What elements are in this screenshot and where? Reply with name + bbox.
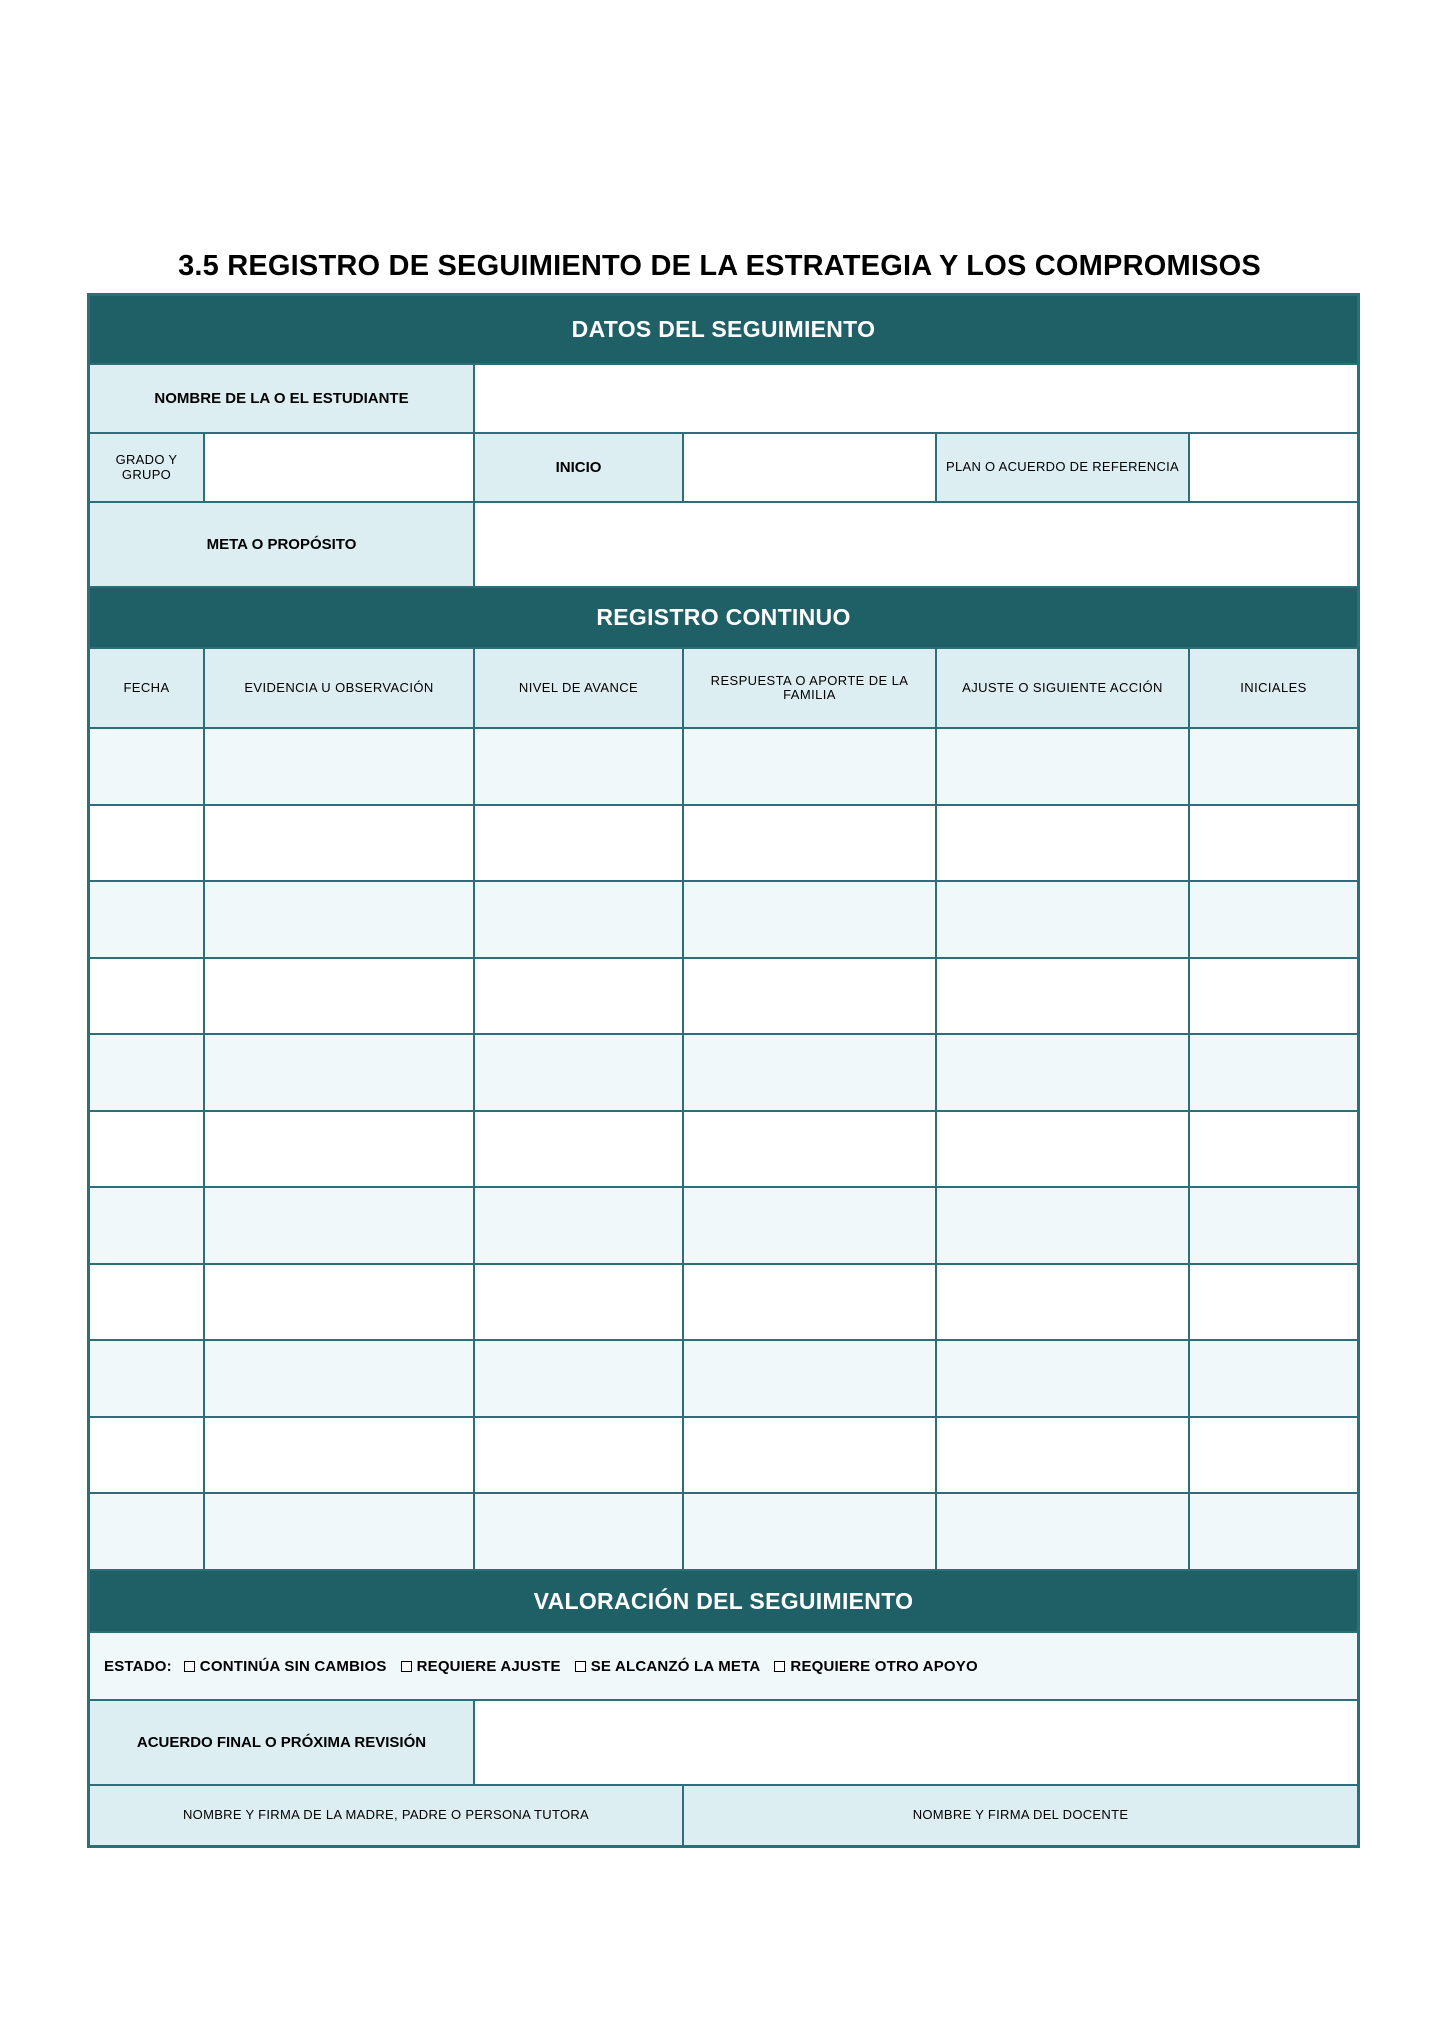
log-cell-ajuste[interactable] <box>937 806 1190 882</box>
log-cell-evidencia[interactable] <box>205 1035 475 1112</box>
log-cell-respuesta-familia[interactable] <box>684 1035 937 1112</box>
log-cell-fecha[interactable] <box>90 1035 205 1112</box>
log-cell-nivel-avance[interactable] <box>475 1112 684 1188</box>
status-option-ajuste[interactable]: REQUIERE AJUSTE <box>401 1658 561 1675</box>
log-cell-nivel-avance[interactable] <box>475 959 684 1035</box>
log-cell-iniciales[interactable] <box>1190 1494 1357 1571</box>
log-cell-ajuste[interactable] <box>937 729 1190 806</box>
log-cell-ajuste[interactable] <box>937 1035 1190 1112</box>
checkbox-icon[interactable] <box>774 1661 785 1672</box>
log-cell-fecha[interactable] <box>90 1494 205 1571</box>
section-heading-valoracion: VALORACIÓN DEL SEGUIMIENTO <box>90 1571 1357 1633</box>
log-cell-ajuste[interactable] <box>937 1188 1190 1265</box>
section-heading-registro: REGISTRO CONTINUO <box>90 588 1357 649</box>
log-cell-ajuste[interactable] <box>937 1265 1190 1341</box>
log-cell-fecha[interactable] <box>90 1112 205 1188</box>
page-title: 3.5 REGISTRO DE SEGUIMIENTO DE LA ESTRATEGIA Y LOS COMPROMISOS <box>178 250 1261 282</box>
log-cell-evidencia[interactable] <box>205 1494 475 1571</box>
log-cell-respuesta-familia[interactable] <box>684 729 937 806</box>
goal-field[interactable] <box>475 503 1357 588</box>
log-cell-ajuste[interactable] <box>937 1494 1190 1571</box>
column-header-evidencia: EVIDENCIA U OBSERVACIÓN <box>205 649 475 729</box>
log-cell-fecha[interactable] <box>90 1418 205 1494</box>
log-cell-evidencia[interactable] <box>205 729 475 806</box>
log-cell-evidencia[interactable] <box>205 1265 475 1341</box>
log-cell-iniciales[interactable] <box>1190 959 1357 1035</box>
log-cell-ajuste[interactable] <box>937 959 1190 1035</box>
start-field[interactable] <box>684 434 937 503</box>
column-header-iniciales: INICIALES <box>1190 649 1357 729</box>
log-cell-nivel-avance[interactable] <box>475 882 684 959</box>
log-cell-respuesta-familia[interactable] <box>684 882 937 959</box>
log-cell-evidencia[interactable] <box>205 959 475 1035</box>
log-cell-nivel-avance[interactable] <box>475 1265 684 1341</box>
column-header-respuesta-familia: RESPUESTA O APORTE DE LA FAMILIA <box>684 649 937 729</box>
log-cell-nivel-avance[interactable] <box>475 1341 684 1418</box>
log-cell-iniciales[interactable] <box>1190 1418 1357 1494</box>
checkbox-icon[interactable] <box>184 1661 195 1672</box>
log-cell-iniciales[interactable] <box>1190 806 1357 882</box>
grade-group-field[interactable] <box>205 434 475 503</box>
log-cell-fecha[interactable] <box>90 806 205 882</box>
log-cell-fecha[interactable] <box>90 1341 205 1418</box>
log-cell-nivel-avance[interactable] <box>475 806 684 882</box>
status-option-meta[interactable]: SE ALCANZÓ LA META <box>575 1658 761 1675</box>
checkbox-icon[interactable] <box>401 1661 412 1672</box>
final-agreement-label: ACUERDO FINAL O PRÓXIMA REVISIÓN <box>90 1701 475 1786</box>
log-cell-evidencia[interactable] <box>205 1341 475 1418</box>
log-cell-iniciales[interactable] <box>1190 1112 1357 1188</box>
log-cell-evidencia[interactable] <box>205 882 475 959</box>
guardian-signature-label[interactable]: NOMBRE Y FIRMA DE LA MADRE, PADRE O PERSONA TUTORA <box>90 1786 684 1845</box>
log-cell-respuesta-familia[interactable] <box>684 1188 937 1265</box>
log-cell-iniciales[interactable] <box>1190 882 1357 959</box>
log-cell-nivel-avance[interactable] <box>475 1035 684 1112</box>
goal-label: META O PROPÓSITO <box>90 503 475 588</box>
log-cell-nivel-avance[interactable] <box>475 1418 684 1494</box>
log-cell-iniciales[interactable] <box>1190 1341 1357 1418</box>
log-cell-ajuste[interactable] <box>937 1341 1190 1418</box>
status-row <box>90 1633 1357 1701</box>
log-cell-fecha[interactable] <box>90 959 205 1035</box>
teacher-signature-label[interactable]: NOMBRE Y FIRMA DEL DOCENTE <box>684 1786 1357 1845</box>
student-name-label: NOMBRE DE LA O EL ESTUDIANTE <box>90 365 475 434</box>
log-cell-respuesta-familia[interactable] <box>684 1418 937 1494</box>
log-cell-iniciales[interactable] <box>1190 1188 1357 1265</box>
log-cell-fecha[interactable] <box>90 1188 205 1265</box>
status-option-continua[interactable]: CONTINÚA SIN CAMBIOS <box>184 1658 387 1675</box>
log-cell-nivel-avance[interactable] <box>475 729 684 806</box>
log-cell-iniciales[interactable] <box>1190 729 1357 806</box>
log-cell-respuesta-familia[interactable] <box>684 1341 937 1418</box>
grade-group-label: GRADO Y GRUPO <box>90 434 205 503</box>
column-header-fecha: FECHA <box>90 649 205 729</box>
log-cell-nivel-avance[interactable] <box>475 1494 684 1571</box>
log-cell-evidencia[interactable] <box>205 1188 475 1265</box>
log-cell-fecha[interactable] <box>90 729 205 806</box>
status-option-otro-apoyo[interactable]: REQUIERE OTRO APOYO <box>774 1658 977 1675</box>
tracking-form <box>87 293 1360 1848</box>
section-heading-datos: DATOS DEL SEGUIMIENTO <box>90 296 1357 365</box>
log-cell-ajuste[interactable] <box>937 882 1190 959</box>
reference-plan-field[interactable] <box>1190 434 1357 503</box>
log-cell-ajuste[interactable] <box>937 1112 1190 1188</box>
log-cell-evidencia[interactable] <box>205 1418 475 1494</box>
log-cell-nivel-avance[interactable] <box>475 1188 684 1265</box>
reference-plan-label: PLAN O ACUERDO DE REFERENCIA <box>937 434 1190 503</box>
log-cell-respuesta-familia[interactable] <box>684 1494 937 1571</box>
log-cell-respuesta-familia[interactable] <box>684 959 937 1035</box>
start-label: INICIO <box>475 434 684 503</box>
log-cell-iniciales[interactable] <box>1190 1265 1357 1341</box>
log-cell-respuesta-familia[interactable] <box>684 1112 937 1188</box>
log-cell-respuesta-familia[interactable] <box>684 1265 937 1341</box>
checkbox-icon[interactable] <box>575 1661 586 1672</box>
student-name-field[interactable] <box>475 365 1357 434</box>
log-cell-evidencia[interactable] <box>205 806 475 882</box>
log-cell-fecha[interactable] <box>90 1265 205 1341</box>
log-cell-respuesta-familia[interactable] <box>684 806 937 882</box>
log-cell-iniciales[interactable] <box>1190 1035 1357 1112</box>
column-header-nivel-avance: NIVEL DE AVANCE <box>475 649 684 729</box>
column-header-ajuste: AJUSTE O SIGUIENTE ACCIÓN <box>937 649 1190 729</box>
final-agreement-field[interactable] <box>475 1701 1357 1786</box>
log-cell-ajuste[interactable] <box>937 1418 1190 1494</box>
log-cell-evidencia[interactable] <box>205 1112 475 1188</box>
log-cell-fecha[interactable] <box>90 882 205 959</box>
status-label: ESTADO: <box>104 1657 172 1675</box>
